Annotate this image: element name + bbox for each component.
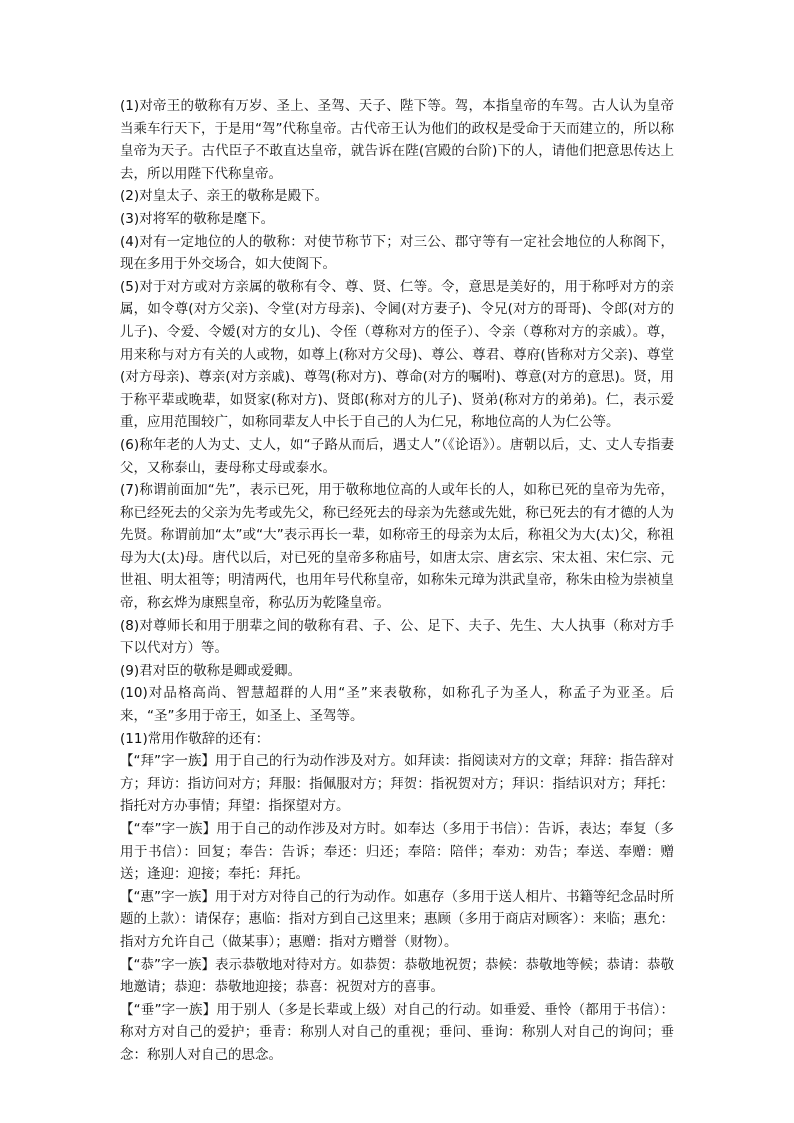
paragraph-10: (10)对品格高尚、智慧超群的人用“圣”来表敬称，如称孔子为圣人，称孟子为亚圣。后来，“圣”多用于帝王，如圣上、圣驾等。 (120, 685, 674, 725)
paragraph-4: (4)对有一定地位的人的敬称：对使节称节下；对三公、郡守等有一定社会地位的人称阁下，现在多用于外交场合，如大使阁下。 (120, 233, 674, 273)
paragraph-feng: 【“奉”字一族】用于自己的动作涉及对方时。如奉达（多用于书信）：告诉，表达；奉复（多用于书信）：回复；奉告：告诉；奉还：归还；奉陪：陪伴；奉劝：劝告；奉送、奉赠：赠送；逢迎：迎接；奉托：拜托。 (120, 821, 674, 883)
paragraph-8: (8)对尊师长和用于朋辈之间的敬称有君、子、公、足下、夫子、先生、大人执事（称对方手下以代对方）等。 (120, 617, 674, 657)
paragraph-gong: 【“恭”字一族】表示恭敬地对待对方。如恭贺：恭敬地祝贺；恭候：恭敬地等候；恭请：恭敬地邀请；恭迎：恭敬地迎接；恭喜：祝贺对方的喜事。 (120, 956, 674, 996)
paragraph-11: (11)常用作敬辞的还有： (120, 730, 270, 747)
paragraph-5: (5)对于对方或对方亲属的敬称有令、尊、贤、仁等。令，意思是美好的，用于称呼对方的亲属，如令尊(对方父亲)、令堂(对方母亲)、令阃(对方妻子)、令兄(对方的哥哥)、令郎(对方的儿子)、令爱、令嫒(对方的女儿)、令侄（尊称对方的侄子）、令亲（尊称对方的亲戚）。尊，用来称与对方有关的人或物，如尊上(称对方父母)、尊公、尊君、尊府(皆称对方父亲)、尊堂(对方母亲)、尊亲(对方亲戚)、尊驾(称对方)、尊命(对方的嘱咐)、尊意(对方的意思)。贤，用于称平辈或晚辈，如贤家(称对方)、贤郎(称对方的儿子)、贤弟(称对方的弟弟)。仁，表示爱重，应用范围较广，如称同辈友人中长于自己的人为仁兄，称地位高的人为仁公等。 (120, 278, 674, 431)
paragraph-hui: 【“惠”字一族】用于对方对待自己的行为动作。如惠存（多用于送人相片、书籍等纪念品时所题的上款）：请保存；惠临：指对方到自己这里来；惠顾（多用于商店对顾客）：来临；惠允：指对方允许自己（做某事）；惠赠：指对方赠誉（财物）。 (120, 888, 674, 950)
paragraph-1: (1)对帝王的敬称有万岁、圣上、圣驾、天子、陛下等。驾，本指皇帝的车驾。古人认为皇帝当乘车行天下，于是用“驾”代称皇帝。古代帝王认为他们的政权是受命于天而建立的，所以称皇帝为天子。古代臣子不敢直达皇帝，就告诉在陛(宫殿的台阶)下的人，请他们把意思传达上去，所以用陛下代称皇帝。 (120, 98, 674, 182)
paragraph-9: (9)君对臣的敬称是卿或爱卿。 (120, 662, 302, 679)
paragraph-2: (2)对皇太子、亲王的敬称是殿下。 (120, 188, 329, 205)
paragraph-bai: 【“拜”字一族】用于自己的行为动作涉及对方。如拜读：指阅读对方的文章；拜辞：指告辞对方；拜访：指访问对方；拜服：指佩服对方；拜贺：指祝贺对方；拜识：指结识对方；拜托：指托对方办事情；拜望：指探望对方。 (120, 753, 674, 815)
document-body (120, 95, 674, 1067)
paragraph-3: (3)对将军的敬称是麾下。 (120, 210, 275, 227)
paragraph-6: (6)称年老的人为丈、丈人，如“子路从而后，遇丈人”（《论语》）。唐朝以后，丈、丈人专指妻父，又称泰山，妻母称丈母或泰水。 (120, 436, 674, 476)
paragraph-chui: 【“垂”字一族】用于别人（多是长辈或上级）对自己的行动。如垂爱、垂怜（都用于书信）：称对方对自己的爱护；垂青：称别人对自己的重视；垂问、垂询：称别人对自己的询问；垂念：称别人对自己的思念。 (120, 1001, 674, 1063)
paragraph-7: (7)称谓前面加“先”，表示已死，用于敬称地位高的人或年长的人，如称已死的皇帝为先帝，称已经死去的父亲为先考或先父，称已经死去的母亲为先慈或先妣，称已死去的有才德的人为先贤。称谓前加“太”或“大”表示再长一辈，如称帝王的母亲为太后，称祖父为大(太)父，称祖母为大(太)母。唐代以后，对已死的皇帝多称庙号，如唐太宗、唐玄宗、宋太祖、宋仁宗、元世祖、明太祖等；明清两代，也用年号代称皇帝，如称朱元璋为洪武皇帝，称朱由检为崇祯皇帝，称玄烨为康熙皇帝，称弘历为乾隆皇帝。 (120, 482, 674, 612)
